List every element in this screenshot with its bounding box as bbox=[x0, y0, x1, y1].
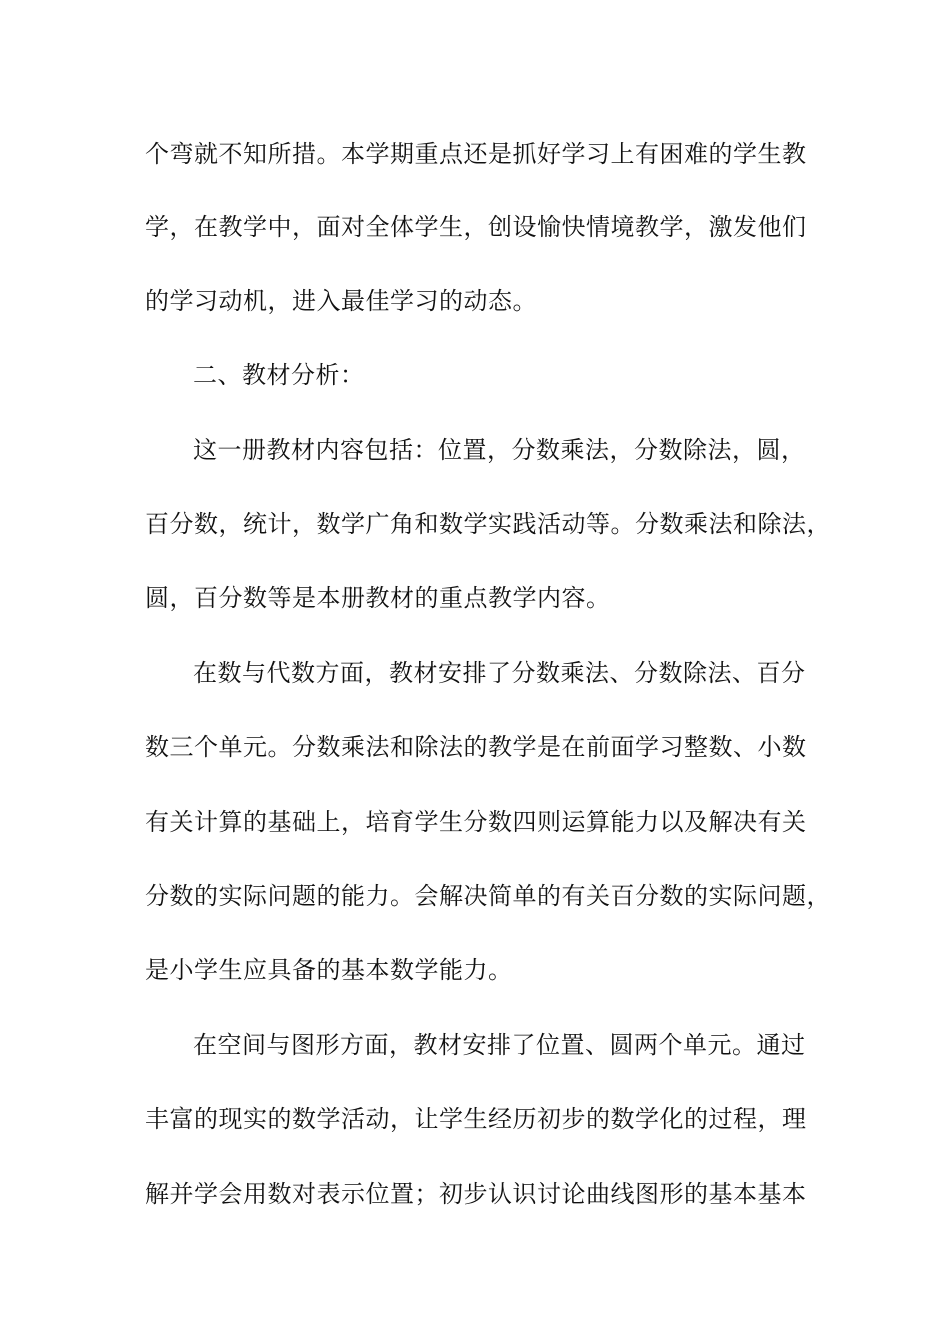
text-line: 的学习动机，进入最佳学习的动态。 bbox=[145, 287, 537, 315]
text-line: 是小学生应具备的基本数学能力。 bbox=[145, 956, 513, 984]
text-line: 丰富的现实的数学活动，让学生经历初步的数学化的过程，理 bbox=[145, 1105, 807, 1133]
text-line: 在数与代数方面，教材安排了分数乘法、分数除法、百分 bbox=[193, 659, 806, 687]
text-line: 分数的实际问题的能力。会解决简单的有关百分数的实际问题， bbox=[145, 882, 831, 910]
text-line: 有关计算的基础上，培育学生分数四则运算能力以及解决有关 bbox=[145, 808, 807, 836]
text-line: 解并学会用数对表示位置；初步认识讨论曲线图形的基本基本 bbox=[145, 1180, 807, 1208]
section-heading: 二、教材分析： bbox=[193, 361, 365, 389]
text-line: 这一册教材内容包括：位置，分数乘法，分数除法，圆， bbox=[193, 436, 806, 464]
text-line: 个弯就不知所措。本学期重点还是抓好学习上有困难的学生教 bbox=[145, 140, 807, 168]
text-line: 数三个单元。分数乘法和除法的教学是在前面学习整数、小数 bbox=[145, 733, 807, 761]
text-line: 在空间与图形方面，教材安排了位置、圆两个单元。通过 bbox=[193, 1031, 806, 1059]
text-line: 百分数，统计，数学广角和数学实践活动等。分数乘法和除法， bbox=[145, 510, 831, 538]
text-line: 圆，百分数等是本册教材的重点教学内容。 bbox=[145, 584, 611, 612]
text-line: 学，在教学中，面对全体学生，创设愉快情境教学，激发他们 bbox=[145, 213, 807, 241]
